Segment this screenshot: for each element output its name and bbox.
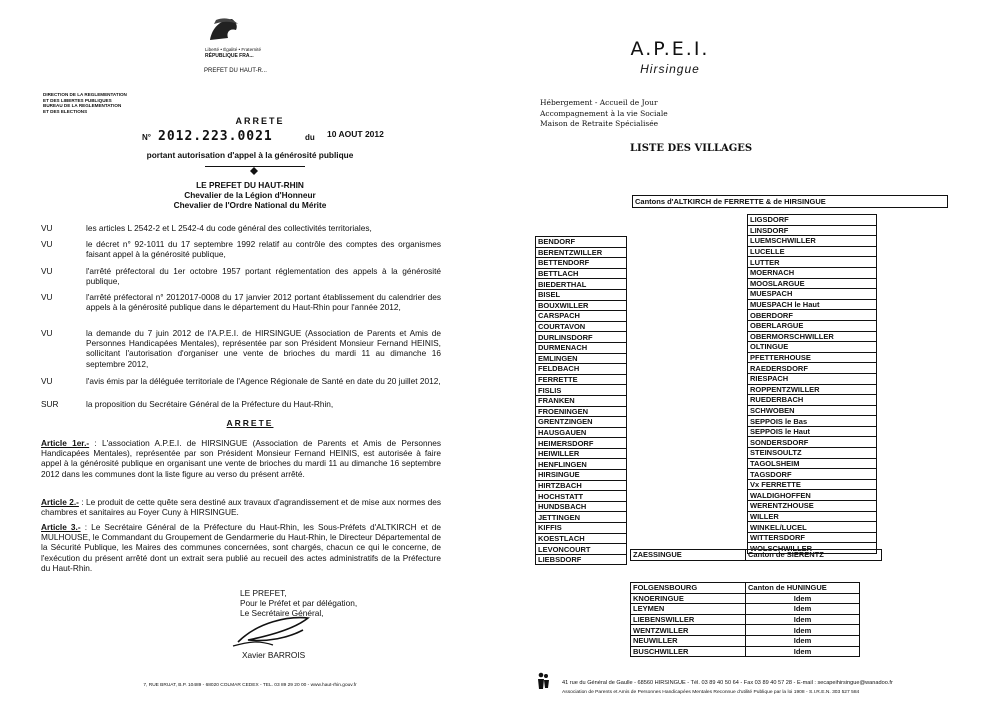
- village-table-left: [535, 236, 627, 565]
- village-cell: LIGSDORF: [748, 215, 877, 226]
- village-cell: FOLGENSBOURG: [631, 583, 746, 594]
- table-row: [631, 625, 860, 636]
- village-cell: KOESTLACH: [536, 533, 627, 544]
- prefet-title: LE PREFET DU HAUT-RHIN: [196, 180, 304, 190]
- service-line: Maison de Retraite Spécialisée: [540, 119, 659, 128]
- arrete-subject: portant autorisation d'appel à la générosité publique: [146, 150, 354, 160]
- village-cell: BETTLACH: [536, 268, 627, 279]
- table-row: [748, 448, 877, 459]
- village-cell: HOCHSTATT: [536, 491, 627, 502]
- village-cell: MOOSLARGUE: [748, 278, 877, 289]
- village-cell: BUSCHWILLER: [631, 646, 746, 657]
- table-row: [748, 405, 877, 416]
- visa-text: les articles L 2542-2 et L 2542-4 du code général des collectivités territoriales,: [86, 223, 372, 233]
- village-cell: HAUSGAUEN: [536, 427, 627, 438]
- village-cell: EMLINGEN: [536, 353, 627, 364]
- table-row: [536, 448, 627, 459]
- table-row: [536, 258, 627, 269]
- village-cell: BOUXWILLER: [536, 300, 627, 311]
- table-row: [536, 364, 627, 375]
- table-row: [536, 554, 627, 565]
- table-row: [536, 427, 627, 438]
- table-row: [536, 300, 627, 311]
- table-row: [536, 311, 627, 322]
- table-row: [748, 310, 877, 321]
- article-text: : L'association A.P.E.I. de HIRSINGUE (Association de Parents et Amis de Personnes Handicapées Mentales), représentée par son Président Monsieur Fernand HEINIS, est autorisée à faire appel à la générosité publique en organisant une vente de brioches du mardi 11 au dimanche 16 septembre 2012 dans les communes dont la liste figure au verso du présent arrêté.: [41, 438, 441, 479]
- village-cell: HIRTZBACH: [536, 480, 627, 491]
- village-cell: LUCELLE: [748, 246, 877, 257]
- village-cell: HUNDSBACH: [536, 501, 627, 512]
- village-cell: BERENTZWILLER: [536, 247, 627, 258]
- signature-line: Pour le Préfet et par délégation,: [240, 598, 358, 609]
- village-cell: CARSPACH: [536, 311, 627, 322]
- arrete-du: du: [305, 133, 315, 142]
- article-2: [41, 497, 441, 517]
- canton-cell: Idem: [746, 604, 860, 615]
- village-cell: WITTERSDORF: [748, 532, 877, 543]
- arrete-heading: ARRETE: [226, 418, 274, 428]
- table-row: [536, 321, 627, 332]
- village-cell: HENFLINGEN: [536, 459, 627, 470]
- table-row: [631, 635, 860, 646]
- table-row: [748, 373, 877, 384]
- article-label: Article 1er.-: [41, 438, 90, 448]
- village-cell: Vx FERRETTE: [748, 479, 877, 490]
- table-row: [536, 247, 627, 258]
- visa-text: l'arrêté préfectoral n° 2012017-0008 du 17 janvier 2012 portant établissement du calendrier des appels à la générosité publique dans le département du Haut-Rhin pour l'année 2012,: [86, 292, 441, 313]
- prefet-honor: Chevalier de la Légion d'Honneur: [184, 190, 316, 200]
- table-row: [536, 385, 627, 396]
- table-row: [631, 646, 860, 657]
- village-cell: BISEL: [536, 289, 627, 300]
- prefet-honor: Chevalier de l'Ordre National du Mérite: [173, 200, 327, 210]
- village-cell: COURTAVON: [536, 321, 627, 332]
- village-cell: MUESPACH: [748, 289, 877, 300]
- article-label: Article 2.-: [41, 497, 79, 507]
- table-row: [748, 257, 877, 268]
- table-row: [748, 215, 877, 226]
- table-row: [536, 237, 627, 248]
- village-cell: JETTINGEN: [536, 512, 627, 523]
- village-cell: BETTENDORF: [536, 258, 627, 269]
- village-cell: HEIWILLER: [536, 448, 627, 459]
- service-line: Hébergement - Accueil de Jour: [540, 98, 658, 107]
- village-cell: HEIMERSDORF: [536, 438, 627, 449]
- direction-line: BUREAU DE LA REGLEMENTATION: [43, 103, 122, 109]
- village-table-right: [747, 214, 877, 554]
- table-row: [631, 604, 860, 615]
- visa-label: VU: [41, 266, 53, 276]
- table-row: [748, 320, 877, 331]
- canton-cell: Idem: [746, 625, 860, 636]
- village-cell: MOERNACH: [748, 267, 877, 278]
- village-cell: FELDBACH: [536, 364, 627, 375]
- table-row: [631, 593, 860, 604]
- table-row: [536, 395, 627, 406]
- village-cell: WALDIGHOFFEN: [748, 490, 877, 501]
- direction-line: DIRECTION DE LA REGLEMENTATION: [43, 92, 127, 97]
- visa-text: la demande du 7 juin 2012 de l'A.P.E.I. de HIRSINGUE (Association de Parents et Amis de Personnes Handicapées Mentales), représentée par son Président Monsieur Fernand HEINIS, sollicitant l'autorisation d'organiser une vente de brioches du mardi 11 au dimanche 16 septembre 2012,: [86, 328, 441, 369]
- table-row: [536, 533, 627, 544]
- table-row: [536, 523, 627, 534]
- table-row: [748, 479, 877, 490]
- canton-cell: Canton de SIERENTZ: [746, 550, 882, 561]
- table-row: [748, 236, 877, 247]
- table-row: [748, 278, 877, 289]
- village-cell: OBERMORSCHWILLER: [748, 331, 877, 342]
- villages-page: [500, 0, 1000, 703]
- table-row: [748, 267, 877, 278]
- arrete-date-stamp: 10 AOUT 2012: [327, 129, 384, 139]
- article-text: : Le produit de cette quête sera destiné aux travaux d'agrandissement et de mise aux normes des chambres et sanitaires au Foyer Cuny à HIRSINGUE.: [41, 497, 441, 518]
- visa-text: l'avis émis par la déléguée territoriale de l'Agence Régionale de Santé en date du 20 juillet 2012,: [86, 376, 441, 386]
- table-row: [748, 289, 877, 300]
- republic-motto: Liberté • Égalité • Fraternité: [205, 47, 262, 52]
- table-row: [748, 395, 877, 406]
- table-row: [748, 532, 877, 543]
- village-cell: FROENINGEN: [536, 406, 627, 417]
- village-cell: WERENTZHOUSE: [748, 501, 877, 512]
- table-row: [748, 331, 877, 342]
- table-row: [536, 353, 627, 364]
- table-row: [631, 614, 860, 625]
- table-row: [748, 246, 877, 257]
- table-row: [748, 352, 877, 363]
- article-label: Article 3.-: [41, 522, 81, 532]
- visa-label: VU: [41, 328, 53, 338]
- handwritten-signature: [228, 612, 318, 652]
- table-row: [748, 458, 877, 469]
- village-cell: BENDORF: [536, 237, 627, 248]
- village-cell: FERRETTE: [536, 374, 627, 385]
- canton-cell: Idem: [746, 646, 860, 657]
- visa-text: l'arrêté préfectoral du 1er octobre 1957 portant réglementation des appels à la générosité publique,: [86, 266, 441, 287]
- services-block: [540, 98, 720, 130]
- village-cell: OLTINGUE: [748, 342, 877, 353]
- village-cell: OBERLARGUE: [748, 320, 877, 331]
- village-cell: WENTZWILLER: [631, 625, 746, 636]
- village-cell: DURLINSDORF: [536, 332, 627, 343]
- sierentz-table: [630, 549, 882, 561]
- village-cell: KIFFIS: [536, 523, 627, 534]
- visa-label: VU: [41, 223, 53, 233]
- table-row: [748, 384, 877, 395]
- table-row: [748, 225, 877, 236]
- table-row: [536, 459, 627, 470]
- table-row: [748, 363, 877, 374]
- village-cell: NEUWILLER: [631, 635, 746, 646]
- table-row: [536, 279, 627, 290]
- visa-label: VU: [41, 239, 53, 249]
- table-row: [631, 583, 860, 594]
- apei-footer-legal: Association de Parents et Amis de Personnes Handicapées Mentales Reconnue d'utilité Publique par la loi 1908 - S.I.R.E.N. 303 527 584: [562, 690, 860, 695]
- village-cell: LIEBSDORF: [536, 554, 627, 565]
- village-cell: SONDERSDORF: [748, 437, 877, 448]
- village-cell: RUEDERBACH: [748, 395, 877, 406]
- canton-cell: Idem: [746, 614, 860, 625]
- canton-cell: Idem: [746, 635, 860, 646]
- direction-line: ET DES ELECTIONS: [43, 108, 88, 114]
- canton-header: Cantons d'ALTKIRCH de FERRETTE & de HIRSINGUE: [632, 195, 948, 208]
- table-row: [536, 438, 627, 449]
- prefet-line: PREFET DU HAUT-R...: [204, 68, 267, 74]
- arrete-number-line: [142, 127, 442, 147]
- table-row: [536, 512, 627, 523]
- table-row: [748, 426, 877, 437]
- table-row: [748, 342, 877, 353]
- table-row: [536, 406, 627, 417]
- table-row: [748, 416, 877, 427]
- visa-text: le décret n° 92-1011 du 17 septembre 1992 relatif au contrôle des comptes des organismes faisant appel à la générosité publique,: [86, 239, 441, 260]
- village-cell: KNOERINGUE: [631, 593, 746, 604]
- visa-label: VU: [41, 292, 53, 302]
- table-row: [748, 299, 877, 310]
- village-cell: WOLSCHWILLER: [748, 543, 877, 554]
- table-row: [536, 417, 627, 428]
- village-cell: FRANKEN: [536, 395, 627, 406]
- village-cell: PFETTERHOUSE: [748, 352, 877, 363]
- village-cell: LUEMSCHWILLER: [748, 236, 877, 247]
- table-row: [748, 437, 877, 448]
- article-1: [41, 438, 441, 479]
- village-cell: RIESPACH: [748, 373, 877, 384]
- table-row: [748, 522, 877, 533]
- village-cell: TAGSDORF: [748, 469, 877, 480]
- signature-line: Le Secrétaire Général,: [240, 608, 324, 619]
- arrete-number: 2012.223.0021: [158, 129, 273, 144]
- table-row: [536, 332, 627, 343]
- village-cell: TAGOLSHEIM: [748, 458, 877, 469]
- table-row: [748, 469, 877, 480]
- village-cell: ROPPENTZWILLER: [748, 384, 877, 395]
- org-name: A.P.E.I.: [630, 38, 710, 60]
- village-cell: BIEDERTHAL: [536, 279, 627, 290]
- village-cell: RAEDERSDORF: [748, 363, 877, 374]
- prefecture-footer: 7, RUE BRUAT, B.P. 10489 - 68020 COLMAR CEDEX - TEL. 03 89 29 20 00 - www.haut-rhin.gouv.fr: [143, 683, 357, 688]
- village-cell: SEPPOIS le Haut: [748, 426, 877, 437]
- village-cell: SEPPOIS le Bas: [748, 416, 877, 427]
- org-town: Hirsingue: [640, 62, 700, 76]
- signer-name: Xavier BARROIS: [242, 650, 306, 660]
- article-3: [41, 522, 441, 573]
- marianne-logo: [200, 14, 260, 50]
- table-row: [748, 511, 877, 522]
- table-row: [536, 374, 627, 385]
- village-cell: DURMENACH: [536, 342, 627, 353]
- table-row: [536, 544, 627, 555]
- village-cell: WILLER: [748, 511, 877, 522]
- table-row: [536, 289, 627, 300]
- diamond-ornament: [250, 162, 258, 170]
- canton-cell: Idem: [746, 593, 860, 604]
- village-cell: LEVONCOURT: [536, 544, 627, 555]
- table-row: [536, 480, 627, 491]
- table-row: [748, 501, 877, 512]
- table-row: [536, 470, 627, 481]
- village-cell: ZAESSINGUE: [631, 550, 746, 561]
- arrete-no-prefix: N°: [142, 133, 151, 142]
- signature-line: LE PREFET,: [240, 588, 287, 598]
- apei-logo-icon: [536, 672, 550, 690]
- village-cell: FISLIS: [536, 385, 627, 396]
- visa-label: VU: [41, 376, 53, 386]
- table-row: [536, 342, 627, 353]
- village-cell: LEYMEN: [631, 604, 746, 615]
- visa-label: SUR: [41, 399, 59, 409]
- article-text: : Le Secrétaire Général de la Préfecture du Haut-Rhin, les Sous-Préfets d'ALTKIRCH et de MULHOUSE, le Commandant du Groupement de Gendarmerie du Haut-Rhin, le Directeur Départemental de la Sécurité Publique, les Maires des communes concernées, sont chargés, chacun ce qui le concerne, de l'exécution du présent arrêté dont un extrait sera publié au recueil des actes administratifs de la Préfecture du Haut-Rhin.: [41, 522, 442, 573]
- visa-text: la proposition du Secrétaire Général de la Préfecture du Haut-Rhin,: [86, 399, 334, 409]
- apei-footer-address: 41 rue du Général de Gaulle - 68560 HIRSINGUE - Tél. 03 89 40 50 64 - Fax 03 89 40 57 28 - E-mail : secapeihirsingue@wanadoo.fr: [562, 680, 893, 686]
- table-row: [631, 550, 882, 561]
- table-row: [536, 268, 627, 279]
- prefet-block: [150, 180, 350, 210]
- village-cell: LUTTER: [748, 257, 877, 268]
- republic-name: RÉPUBLIQUE FRA...: [205, 53, 254, 59]
- arrete-title: ARRETE: [235, 116, 285, 126]
- village-cell: OBERDORF: [748, 310, 877, 321]
- village-cell: GRENTZINGEN: [536, 417, 627, 428]
- village-cell: SCHWOBEN: [748, 405, 877, 416]
- village-cell: LIEBENSWILLER: [631, 614, 746, 625]
- village-cell: WINKEL/LUCEL: [748, 522, 877, 533]
- table-row: [748, 490, 877, 501]
- list-title: LISTE DES VILLAGES: [630, 143, 753, 154]
- village-cell: STEINSOULTZ: [748, 448, 877, 459]
- table-row: [536, 491, 627, 502]
- village-cell: HIRSINGUE: [536, 470, 627, 481]
- direction-line: ET DES LIBERTES PUBLIQUES: [43, 97, 112, 103]
- huningue-table: [630, 582, 860, 657]
- direction-block: [43, 92, 163, 114]
- village-cell: MUESPACH le Haut: [748, 299, 877, 310]
- canton-cell: Canton de HUNINGUE: [746, 583, 860, 594]
- village-cell: LINSDORF: [748, 225, 877, 236]
- table-row: [536, 501, 627, 512]
- service-line: Accompagnement à la vie Sociale: [540, 108, 668, 118]
